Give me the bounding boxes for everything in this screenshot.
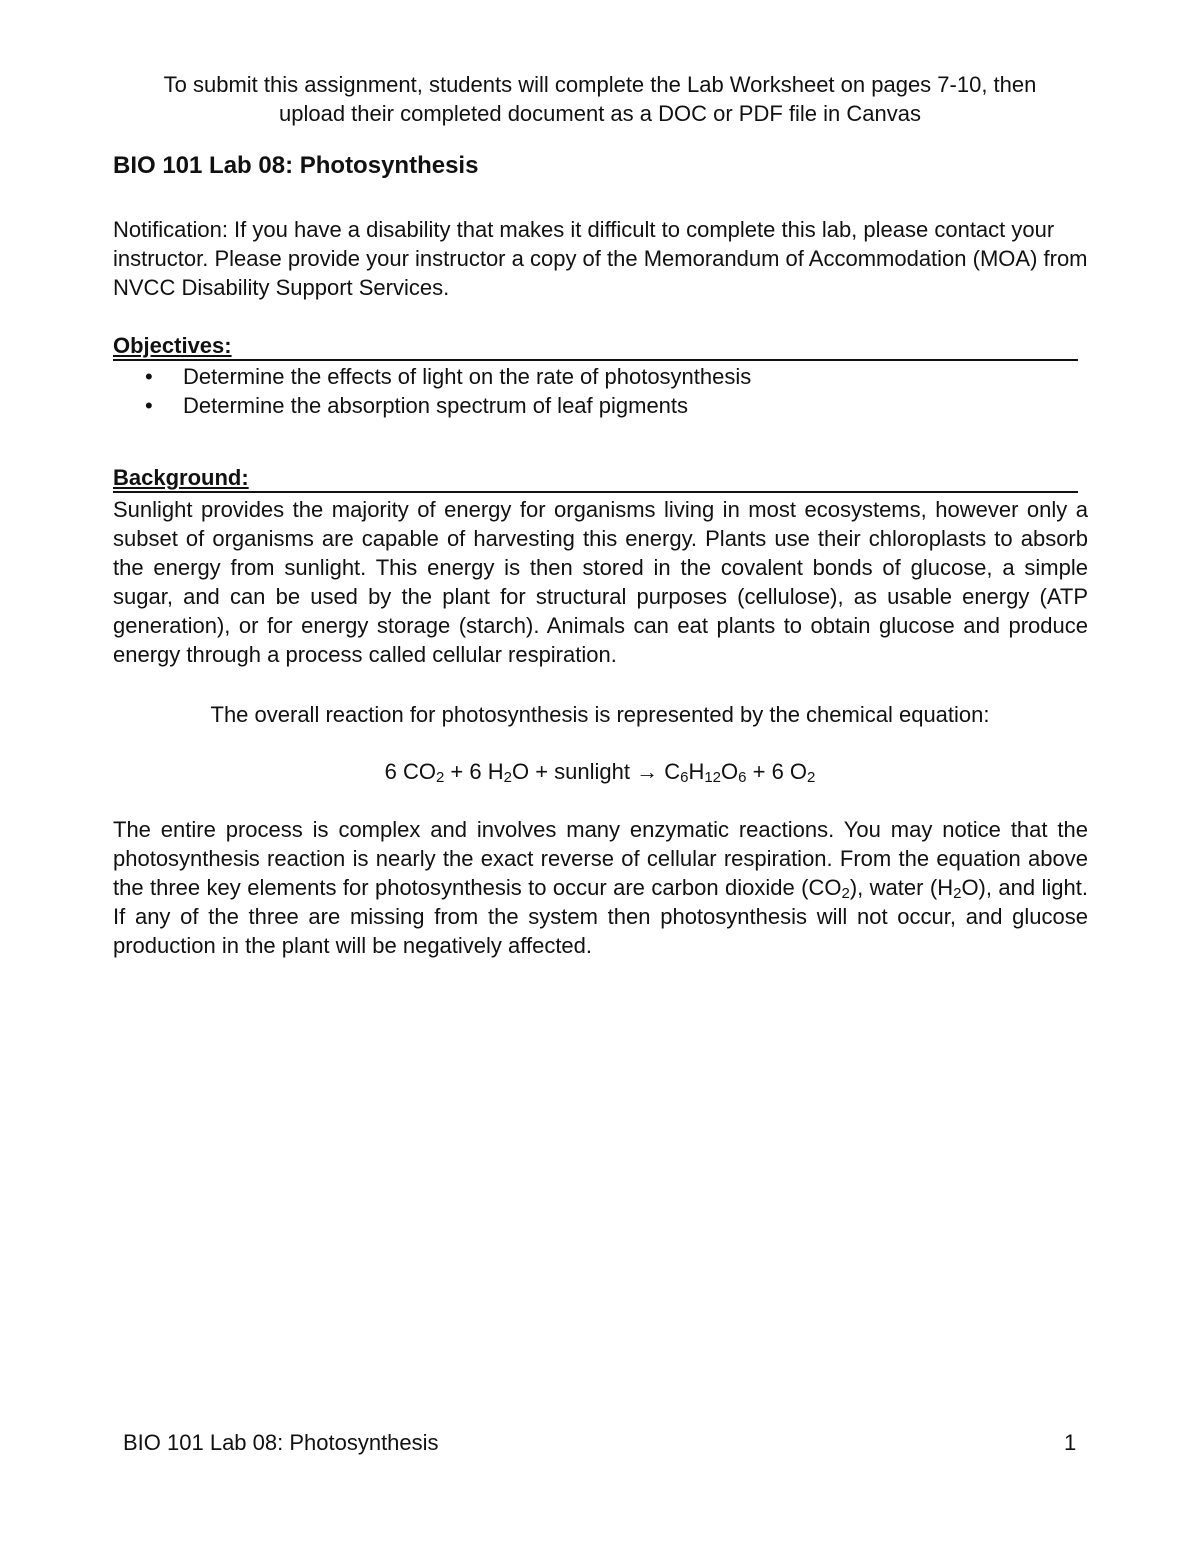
- equation-part: O: [721, 759, 739, 784]
- objectives-heading: [113, 333, 1078, 361]
- background-paragraph-1: Sunlight provides the majority of energy for organisms living in most ecosystems, however only a subset of organisms are capable of harvesting this energy. Plants use their chloroplasts to absorb the energy from sunlight. This energy is then stored in the covalent bonds of glucose, a simple sugar, and can be used by the plant for structural purposes (cellulose), as usable energy (ATP generation), or for energy storage (starch). Animals can eat plants to obtain glucose and produce energy through a process called cellular respiration.: [113, 497, 1088, 667]
- objective-item: [113, 362, 751, 391]
- equation-part: + 6 H: [444, 759, 504, 784]
- objective-item: [113, 391, 751, 420]
- paragraph-subscript: 2: [841, 885, 850, 902]
- equation-subscript: 6: [680, 769, 689, 786]
- paragraph-text: The entire process is complex and involves many enzymatic reactions. You may notice that the photosynthesis reaction is nearly the exact reverse of cellular respiration. From the equation above the three key elements for photosynthesis to occur are carbon dioxide (CO: [113, 817, 1088, 900]
- submission-instructions-line-2: upload their completed document as a DOC or PDF file in Canvas: [279, 101, 921, 126]
- paragraph-text: O), and light. If any of the three are missing from the system then photosynthesis will not occur, and glucose production in the plant will be negatively affected.: [113, 875, 1088, 958]
- equation-part: H: [688, 759, 705, 784]
- equation-intro: The overall reaction for photosynthesis is represented by the chemical equation:: [210, 702, 990, 727]
- objective-text: Determine the effects of light on the rate of photosynthesis: [183, 364, 752, 389]
- footer-title: BIO 101 Lab 08: Photosynthesis: [123, 1430, 439, 1455]
- equation-subscript: 2: [807, 769, 816, 786]
- equation-subscript: 6: [738, 769, 747, 786]
- disability-notification: Notification: If you have a disability that makes it difficult to complete this lab, please contact your instructor. Please provide your instructor a copy of the Memorandum of Accommodation (MOA) from NVCC Disability Support Services.: [113, 217, 1088, 300]
- background-heading-text: Background:: [113, 465, 249, 490]
- equation-subscript: 2: [435, 769, 445, 786]
- photosynthesis-equation: [100, 757, 1100, 786]
- submission-instructions-line-1: To submit this assignment, students will complete the Lab Worksheet on pages 7-10, then: [163, 72, 1037, 97]
- bullet-icon: •: [145, 393, 153, 418]
- equation-part: + 6 O: [746, 759, 808, 784]
- equation-subscript: 12: [704, 769, 722, 786]
- paragraph-text: ), water (H: [849, 875, 954, 900]
- background-heading: [113, 465, 1078, 493]
- bullet-icon: •: [145, 364, 153, 389]
- footer-page-number: 1: [1064, 1430, 1077, 1455]
- objectives-list: [113, 362, 751, 420]
- equation-part: O + sunlight → C: [511, 759, 681, 784]
- background-paragraph-2: [113, 815, 1088, 960]
- equation-subscript: 2: [503, 769, 512, 786]
- equation-part: 6 CO: [384, 759, 436, 784]
- submission-instructions: [100, 70, 1100, 128]
- document-title: BIO 101 Lab 08: Photosynthesis: [113, 152, 479, 179]
- paragraph-subscript: 2: [953, 885, 962, 902]
- objective-text: Determine the absorption spectrum of leaf pigments: [183, 393, 689, 418]
- objectives-heading-text: Objectives:: [113, 333, 232, 358]
